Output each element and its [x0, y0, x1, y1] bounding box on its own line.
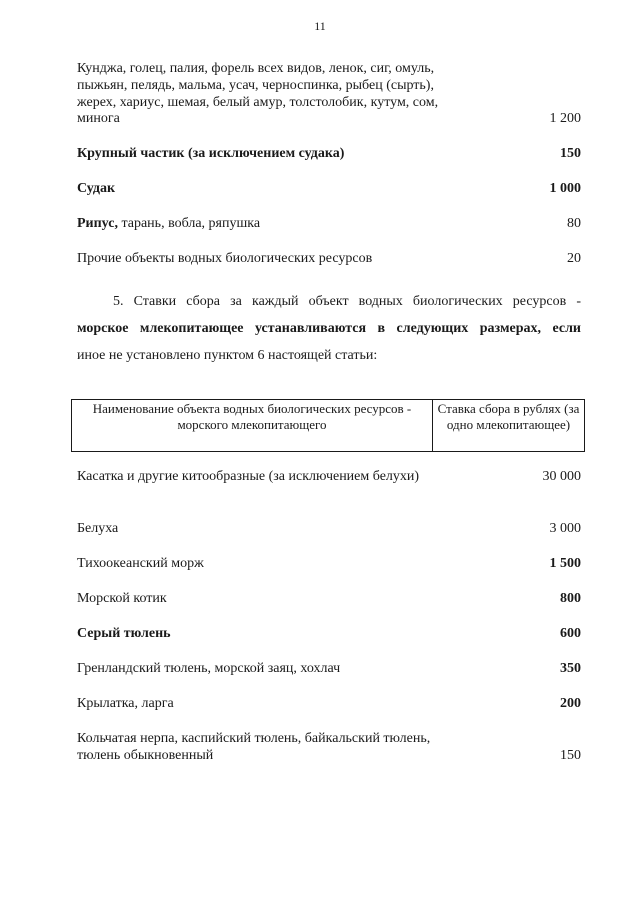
- fish-row-value: 20: [567, 251, 581, 266]
- table-row-label: Морской котик: [77, 591, 167, 606]
- fish-row-label: Крупный частик (за исключением судака): [77, 146, 345, 161]
- table-header-rate: Ставка сбора в рублях (за одно млекопитающее): [437, 401, 580, 432]
- page-number: 11: [314, 19, 326, 33]
- table-row-fur-seal: [77, 591, 581, 608]
- table-row-label: Крылатка, ларга: [77, 696, 174, 711]
- fish-row-ripus: [77, 216, 581, 233]
- fish-row-label: Кунджа, голец, палия, форель всех видов, ленок, сиг, омуль, пыжьян, пелядь, мальма, усач, черноспинка, рыбец (сырть), жерех, хариус, шемая, белый амур, толстолобик, кутум, сом, минога: [77, 61, 439, 127]
- fish-row-value: 1 000: [549, 181, 581, 196]
- fish-row-label-rest: тарань, вобла, ряпушка: [117, 216, 261, 231]
- table-row-label: Серый тюлень: [77, 626, 171, 641]
- table-row-ringed-seal: [77, 731, 581, 765]
- table-row-walrus: [77, 556, 581, 573]
- table-row-harp-seal: [77, 661, 581, 678]
- fish-row-label-bold: Рипус,: [77, 216, 118, 231]
- fish-row-other: [77, 251, 581, 268]
- paragraph-line: 5. Ставки сбора за каждый объект водных биологических ресурсов -: [113, 294, 581, 309]
- paragraph-5: [77, 288, 581, 369]
- fish-row-value: 80: [567, 216, 581, 231]
- table-row-value: 3 000: [549, 521, 581, 536]
- table-row-grey-seal: [77, 626, 581, 643]
- fish-row-label: Судак: [77, 181, 116, 196]
- table-row-label: Тихоокеанский морж: [77, 556, 204, 571]
- fish-row-large-chastik: [77, 146, 581, 163]
- table-row-value: 600: [560, 626, 581, 641]
- table-row-label: Белуха: [77, 521, 119, 536]
- table-row-value: 150: [560, 747, 581, 763]
- table-row-label: Касатка и другие китообразные (за исключением белухи): [77, 469, 420, 484]
- table-row-orca: [77, 469, 581, 486]
- fish-row-salmonids: [77, 61, 581, 128]
- table-row-ribbon-seal: [77, 696, 581, 713]
- table-row-value: 800: [560, 591, 581, 606]
- paragraph-line: морское млекопитающее устанавливаются в следующих размерах, если: [77, 321, 581, 336]
- table-row-value: 1 500: [549, 556, 581, 571]
- paragraph-line: иное не установлено пунктом 6 настоящей статьи:: [77, 348, 378, 363]
- table-row-label: Кольчатая нерпа, каспийский тюлень, байкальский тюлень, тюлень обыкновенный: [77, 731, 431, 763]
- table-header-name: Наименование объекта водных биологических ресурсов - морского млекопитающего: [72, 400, 433, 451]
- fish-row-value: 1 200: [549, 111, 581, 127]
- table-row-value: 30 000: [542, 469, 581, 484]
- fish-row-label: Прочие объекты водных биологических ресурсов: [77, 251, 373, 266]
- table-header: [71, 399, 585, 452]
- table-row-value: 200: [560, 696, 581, 711]
- fish-row-label: [77, 216, 457, 233]
- table-row-label: Гренландский тюлень, морской заяц, хохлач: [77, 661, 341, 676]
- table-row-beluga: [77, 521, 581, 538]
- fish-row-sudak: [77, 181, 581, 198]
- table-row-value: 350: [560, 661, 581, 676]
- fish-row-value: 150: [560, 146, 581, 161]
